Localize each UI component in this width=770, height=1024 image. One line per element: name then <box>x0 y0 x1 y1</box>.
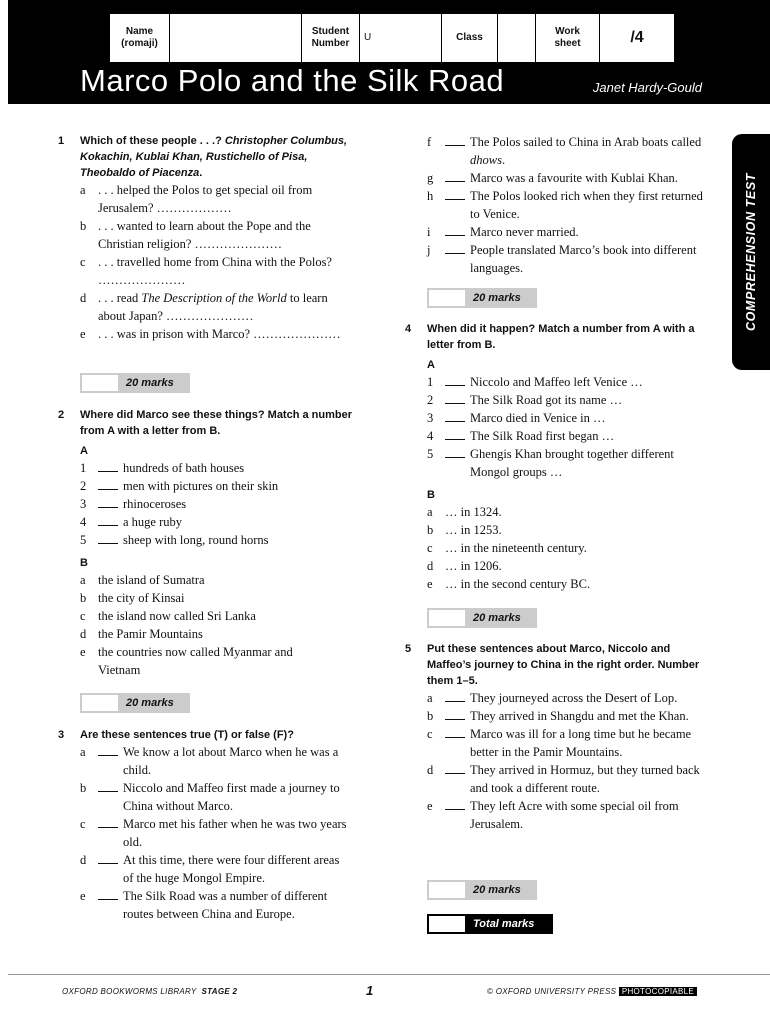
page-number: 1 <box>366 983 374 998</box>
answer-blank[interactable] <box>98 531 118 544</box>
answer-blank[interactable] <box>445 373 465 386</box>
q5-score-field[interactable] <box>429 882 465 898</box>
student-number-field[interactable]: U <box>360 14 442 63</box>
comprehension-test-tab <box>732 134 770 370</box>
q3-marks-box: 20 marks <box>427 288 537 308</box>
q1-item-b: . . . wanted to learn about the Pope and the Christian religion? ………………… <box>98 219 311 251</box>
photocopiable-badge: PHOTOCOPIABLE <box>619 987 697 996</box>
answer-blank[interactable] <box>445 445 465 458</box>
list-a-label: A <box>80 445 88 457</box>
question-text: Which of these people . . .? Christopher Columbus, Kokachin, Kublai Khan, Rustichello of Pisa, Theobaldo of Piacenza. <box>80 135 348 179</box>
question-3-continued: f The Polos sailed to China in Arab boats called dhows. g Marco was a favourite with Kublai Khan. h The Polos looked rich when they first returned to Venice. i Marco never married. j People translated Marco’s book into different languages. <box>427 135 703 275</box>
answer-blank[interactable] <box>445 409 465 422</box>
answer-blank[interactable] <box>98 851 118 864</box>
answer-blank[interactable] <box>445 725 465 738</box>
question-1: 1 Which of these people . . .? Christopher Columbus, Kokachin, Kublai Khan, Rustichello of Pisa, Theobaldo of Piacenza. a . . . helped the Polos to get special oil from Jerusalem? ……………… b . . . wanted to learn about the Pope and the Christian religion? ………………… c . . . travelled home from China with the Polos? ………………… d . . . read The Description of the World to learn about Japan? ………………… e . . . was in prison with Marco? ………………… <box>58 133 358 343</box>
header-bar <box>8 0 770 104</box>
side-tab-label: COMPREHENSION TEST <box>744 172 758 332</box>
answer-blank[interactable] <box>445 391 465 404</box>
q1-item-a: . . . helped the Polos to get special oil from Jerusalem? ……………… <box>98 183 313 215</box>
answer-blank[interactable] <box>98 477 118 490</box>
q1-item-d: . . . read The Description of the World to learn about Japan? ………………… <box>98 291 328 323</box>
question-text: When did it happen? Match a number from A with a letter from B. <box>427 323 695 351</box>
answer-blank[interactable] <box>445 241 465 254</box>
total-marks-box: Total marks <box>427 914 553 934</box>
worksheet-score[interactable]: /4 <box>600 14 675 63</box>
question-text: Put these sentences about Marco, Niccolo and Maffeo’s journey to China in the right order. Number them 1–5. <box>427 643 700 687</box>
q1-item-e: . . . was in prison with Marco? ………………… <box>98 327 341 341</box>
answer-blank[interactable] <box>98 779 118 792</box>
question-2: 2 Where did Marco see these things? Match a number from A with a letter from B. A 1 hundreds of bath houses 2 men with pictures on their skin 3 rhinoceroses 4 a huge ruby 5 sheep with long, round horns B a the island of Sumatra b the city of Kinsai c the island now called Sri Lanka d the Pamir Mountains e the countries now called Myanmar and Vietnam <box>58 407 358 679</box>
answer-blank[interactable] <box>445 169 465 182</box>
student-number-label: Student Number <box>302 14 360 63</box>
answer-blank[interactable] <box>98 887 118 900</box>
answer-blank[interactable] <box>98 743 118 756</box>
answer-blank[interactable] <box>445 689 465 702</box>
q3-score-field[interactable] <box>429 290 465 306</box>
question-text: Are these sentences true (T) or false (F)? <box>80 729 294 741</box>
answer-blank[interactable] <box>445 133 465 146</box>
author-name: Janet Hardy-Gould <box>592 80 702 95</box>
question-number: 1 <box>58 135 65 147</box>
question-text: Where did Marco see these things? Match a number from A with a letter from B. <box>80 409 352 437</box>
answer-blank[interactable] <box>445 187 465 200</box>
question-5: 5 Put these sentences about Marco, Niccolo and Maffeo’s journey to China in the right order. Number them 1–5. a They journeyed across the Desert of Lop. b They arrived in Shangdu and met the Khan. c Marco was ill for a long time but he became better in the Pamir Mountains. d They arrived in Hormuz, but they turned back and took a different route. e They left Acre with some special oil from Jerusalem. <box>405 641 705 833</box>
q5-marks-box: 20 marks <box>427 880 537 900</box>
question-4: 4 When did it happen? Match a number from A with a letter from B. A 1 Niccolo and Maffeo left Venice … 2 The Silk Road got its name … 3 Marco died in Venice in … 4 The Silk Road first began … 5 Ghengis Khan brought together different Mongol groups … B a … in 1324. b … in 1253. c … in the nineteenth century. d … in 1206. e … in the second century BC. <box>405 321 705 593</box>
total-score-field[interactable] <box>429 916 465 932</box>
answer-blank[interactable] <box>445 223 465 236</box>
answer-blank[interactable] <box>98 815 118 828</box>
answer-blank[interactable] <box>445 761 465 774</box>
answer-blank[interactable] <box>445 797 465 810</box>
name-label: Name (romaji) <box>110 14 170 63</box>
name-field[interactable] <box>170 14 302 63</box>
answer-blank[interactable] <box>98 459 118 472</box>
q4-score-field[interactable] <box>429 610 465 626</box>
answer-blank[interactable] <box>445 427 465 440</box>
answer-blank[interactable] <box>98 513 118 526</box>
list-a-label: A <box>427 359 435 371</box>
question-3: 3 Are these sentences true (T) or false (F)? a We know a lot about Marco when he was a child. b Niccolo and Maffeo first made a journey to China without Marco. c Marco met his father when he was two years old. d At this time, there were four different areas of the huge Mongol Empire. e The Silk Road was a number of different routes between China and Europe. <box>58 729 347 921</box>
footer-copyright: © OXFORD UNIVERSITY PRESS PHOTOCOPIABLE <box>487 987 697 996</box>
list-b-label: B <box>80 557 88 569</box>
answer-blank[interactable] <box>445 707 465 720</box>
page-title: Marco Polo and the Silk Road <box>80 63 505 98</box>
q4-marks-box: 20 marks <box>427 608 537 628</box>
q1-marks-box: 20 marks <box>80 373 190 393</box>
q2-marks-box: 20 marks <box>80 693 190 713</box>
q2-score-field[interactable] <box>82 695 118 711</box>
q1-item-c: . . . travelled home from China with the Polos? ………………… <box>98 255 332 287</box>
worksheet-label: Work sheet <box>536 14 600 63</box>
student-info-table <box>109 13 675 63</box>
footer-divider <box>8 974 770 975</box>
list-b-label: B <box>427 489 435 501</box>
answer-blank[interactable] <box>98 495 118 508</box>
q1-score-field[interactable] <box>82 375 118 391</box>
footer-series: OXFORD BOOKWORMS LIBRARY STAGE 2 <box>62 987 238 996</box>
class-label: Class <box>442 14 498 63</box>
class-field[interactable] <box>498 14 536 63</box>
